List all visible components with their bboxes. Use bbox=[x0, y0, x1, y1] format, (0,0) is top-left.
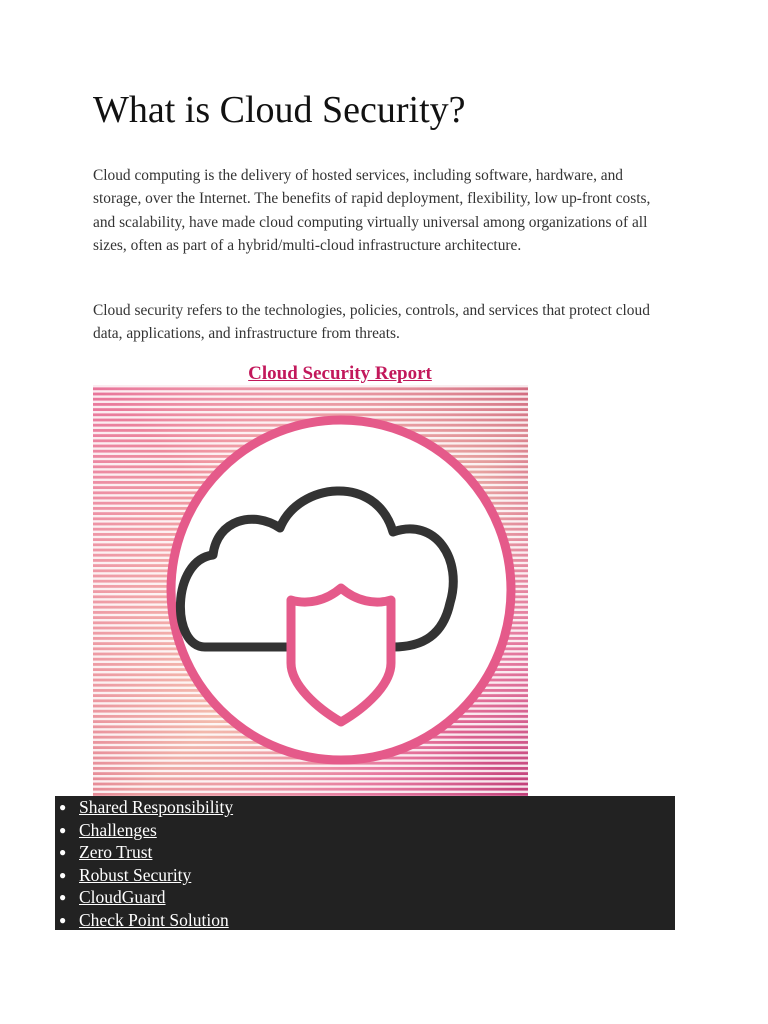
list-item bbox=[55, 909, 675, 932]
bullet-icon: ● bbox=[59, 845, 67, 860]
report-link-container bbox=[93, 362, 587, 386]
list-item bbox=[55, 796, 675, 819]
nav-link-shared-responsibility[interactable]: Shared Responsibility bbox=[79, 797, 234, 817]
nav-link-robust-security[interactable]: Robust Security bbox=[79, 864, 192, 885]
nav-link-check-point-solution[interactable]: Check Point Solution bbox=[79, 909, 229, 930]
bullet-icon: ● bbox=[59, 912, 67, 927]
nav-link-zero-trust[interactable]: Zero Trust bbox=[79, 842, 153, 863]
page-title: What is Cloud Security? bbox=[93, 89, 466, 131]
bullet-icon: ● bbox=[59, 890, 67, 905]
list-item bbox=[55, 819, 675, 842]
topic-nav bbox=[55, 796, 675, 930]
bullet-icon: ● bbox=[59, 822, 67, 837]
definition-paragraph: Cloud security refers to the technologies, policies, controls, and services that protect cloud data, applications, and infrastructure from threats. bbox=[93, 302, 650, 343]
bullet-icon: ● bbox=[59, 867, 67, 882]
topic-list bbox=[55, 796, 675, 932]
nav-link-cloudguard[interactable]: CloudGuard bbox=[79, 887, 166, 908]
cloud-shield-icon bbox=[93, 385, 528, 796]
hero-image bbox=[93, 385, 528, 796]
intro-paragraph: Cloud computing is the delivery of hosted services, including software, hardware, and storage, over the Internet. The benefits of rapid deployment, flexibility, low up-front costs, and scalability, have made cloud computing virtually universal among organizations of all sizes, often as part of a hybrid/multi-cloud infrastructure architecture. bbox=[93, 167, 651, 255]
list-item bbox=[55, 841, 675, 864]
nav-link-challenges[interactable]: Challenges bbox=[79, 819, 157, 840]
cloud-security-report-link[interactable]: Cloud Security Report bbox=[248, 363, 432, 384]
list-item bbox=[55, 886, 675, 909]
list-item bbox=[55, 864, 675, 887]
bullet-icon: ● bbox=[59, 800, 67, 814]
